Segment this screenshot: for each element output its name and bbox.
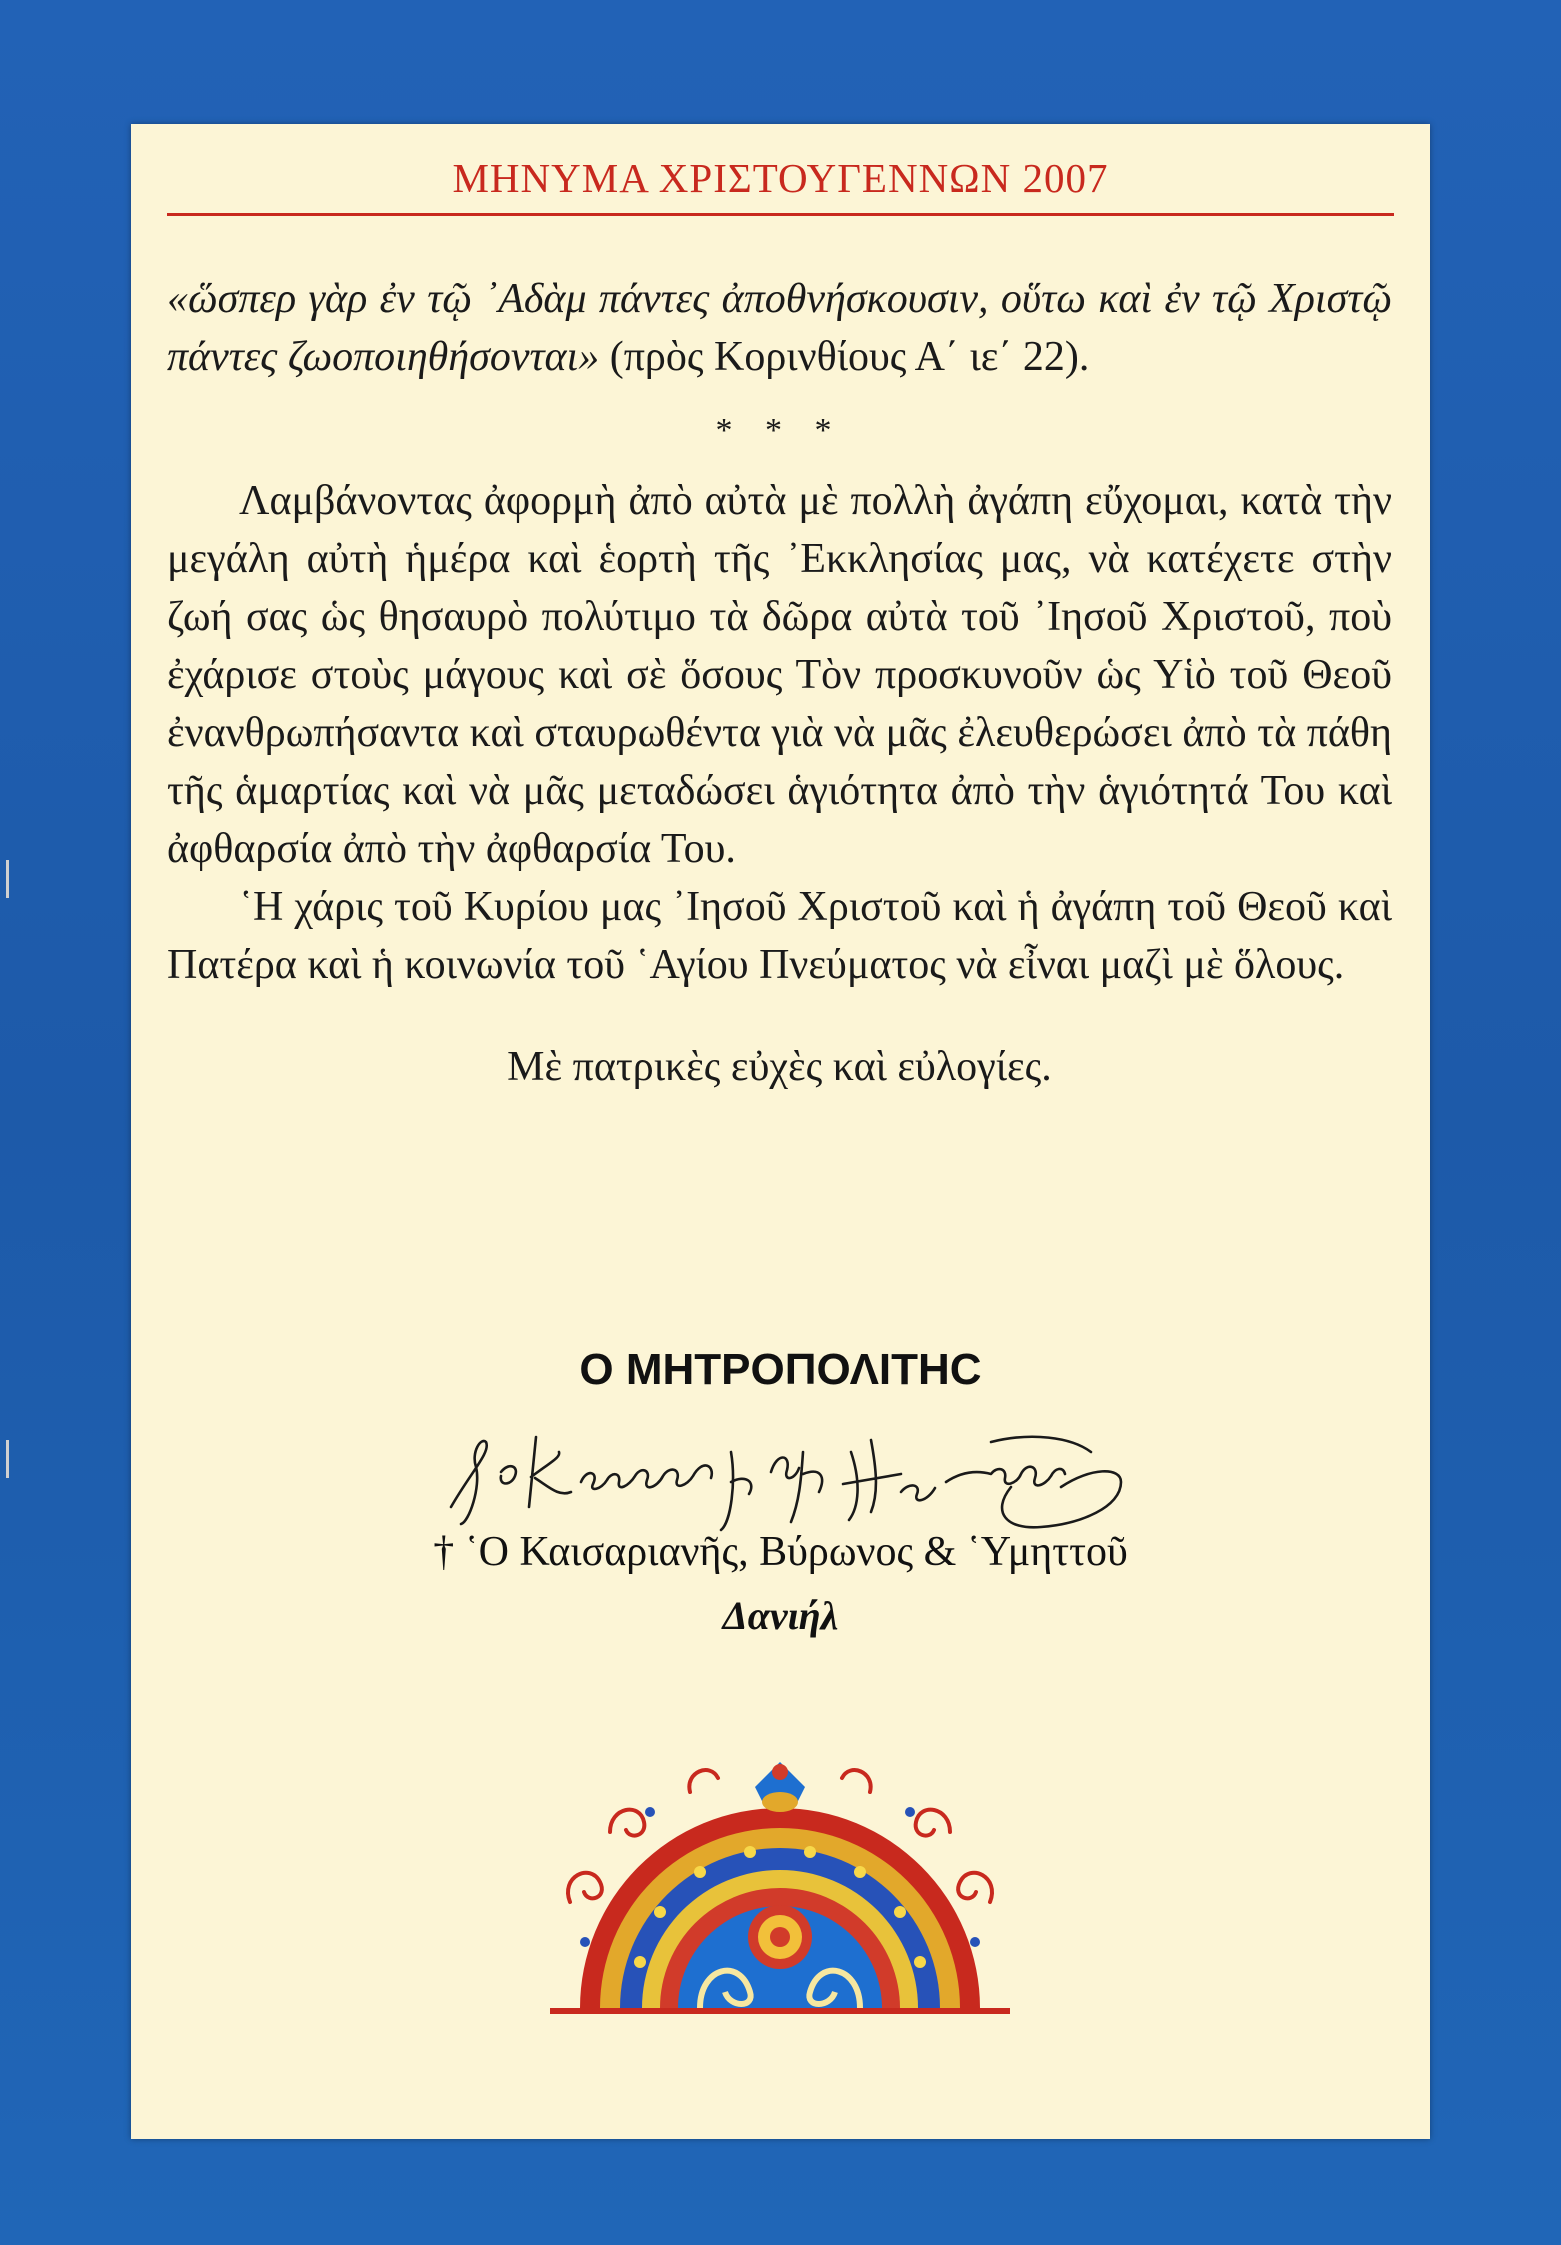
closing-blessing: Μὲ πατρικὲς εὐχὲς καὶ εὐλογίες. — [507, 1044, 1052, 1090]
section-separator: * * * — [715, 412, 844, 449]
handwritten-signature — [431, 1412, 1131, 1532]
quote-reference: (πρὸς Κορινθίους Α΄ ιε΄ 22). — [599, 334, 1090, 380]
quote-text: «ὥσπερ γὰρ ἐν τῷ ᾿Αδὰμ πάντες ἀποθνήσκουσιν, οὕτω καὶ ἐν τῷ Χριστῷ πάντες ζωοποιηθήσονται» — [167, 276, 1392, 380]
paragraph-2: ῾Η χάρις τοῦ Κυρίου μας ᾿Ιησοῦ Χριστοῦ καὶ ἡ ἀγάπη τοῦ Θεοῦ καὶ Πατέρα καὶ ἡ κοινωνία τοῦ ῾Αγίου Πνεύματος νὰ εἶναι μαζὶ μὲ ὅλους. — [167, 884, 1392, 988]
scripture-quote — [167, 270, 1392, 386]
edge-mark — [6, 1440, 9, 1478]
signatory-name-line: † ῾Ο Καισαριανῆς, Βύρωνος & ῾Υμηττοῦ — [433, 1529, 1128, 1575]
title-rule — [167, 213, 1394, 216]
letter-body — [167, 270, 1392, 1096]
signatory-title: Ο ΜΗΤΡΟΠΟΛΙΤΗC — [579, 1345, 982, 1394]
signatory-first-name: Δανιήλ — [722, 1593, 839, 1638]
byzantine-arch-ornament-icon — [550, 1752, 1010, 2022]
edge-mark — [6, 860, 9, 898]
letter-paper — [131, 124, 1430, 2139]
letter-title: ΜΗΝΥΜΑ ΧΡΙΣΤΟΥΓΕΝΝΩΝ 2007 — [452, 155, 1109, 201]
paragraph-1: Λαμβάνοντας ἀφορμὴ ἀπὸ αὐτὰ μὲ πολλὴ ἀγάπη εὔχομαι, κατὰ τὴν μεγάλη αὐτὴ ἡμέρα καὶ ἑορτὴ τῆς ᾿Εκκλησίας μας, νὰ κατέχετε στὴν ζωή σας ὡς θησαυρὸ πολύτιμο τὰ δῶρα αὐτὰ τοῦ ᾿Ιησοῦ Χριστοῦ, ποὺ ἐχάρισε στοὺς μάγους καὶ σὲ ὅσους Τὸν προσκυνοῦν ὡς Υἱὸ τοῦ Θεοῦ ἐνανθρωπήσαντα καὶ σταυρωθέντα γιὰ νὰ μᾶς ἐλευθερώσει ἀπὸ τὰ πάθη τῆς ἁμαρτίας καὶ νὰ μᾶς μεταδώσει ἁγιότητα ἀπὸ τὴν ἁγιότητά Του καὶ ἀφθαρσία ἀπὸ τὴν ἀφθαρσία Του. — [167, 478, 1392, 872]
